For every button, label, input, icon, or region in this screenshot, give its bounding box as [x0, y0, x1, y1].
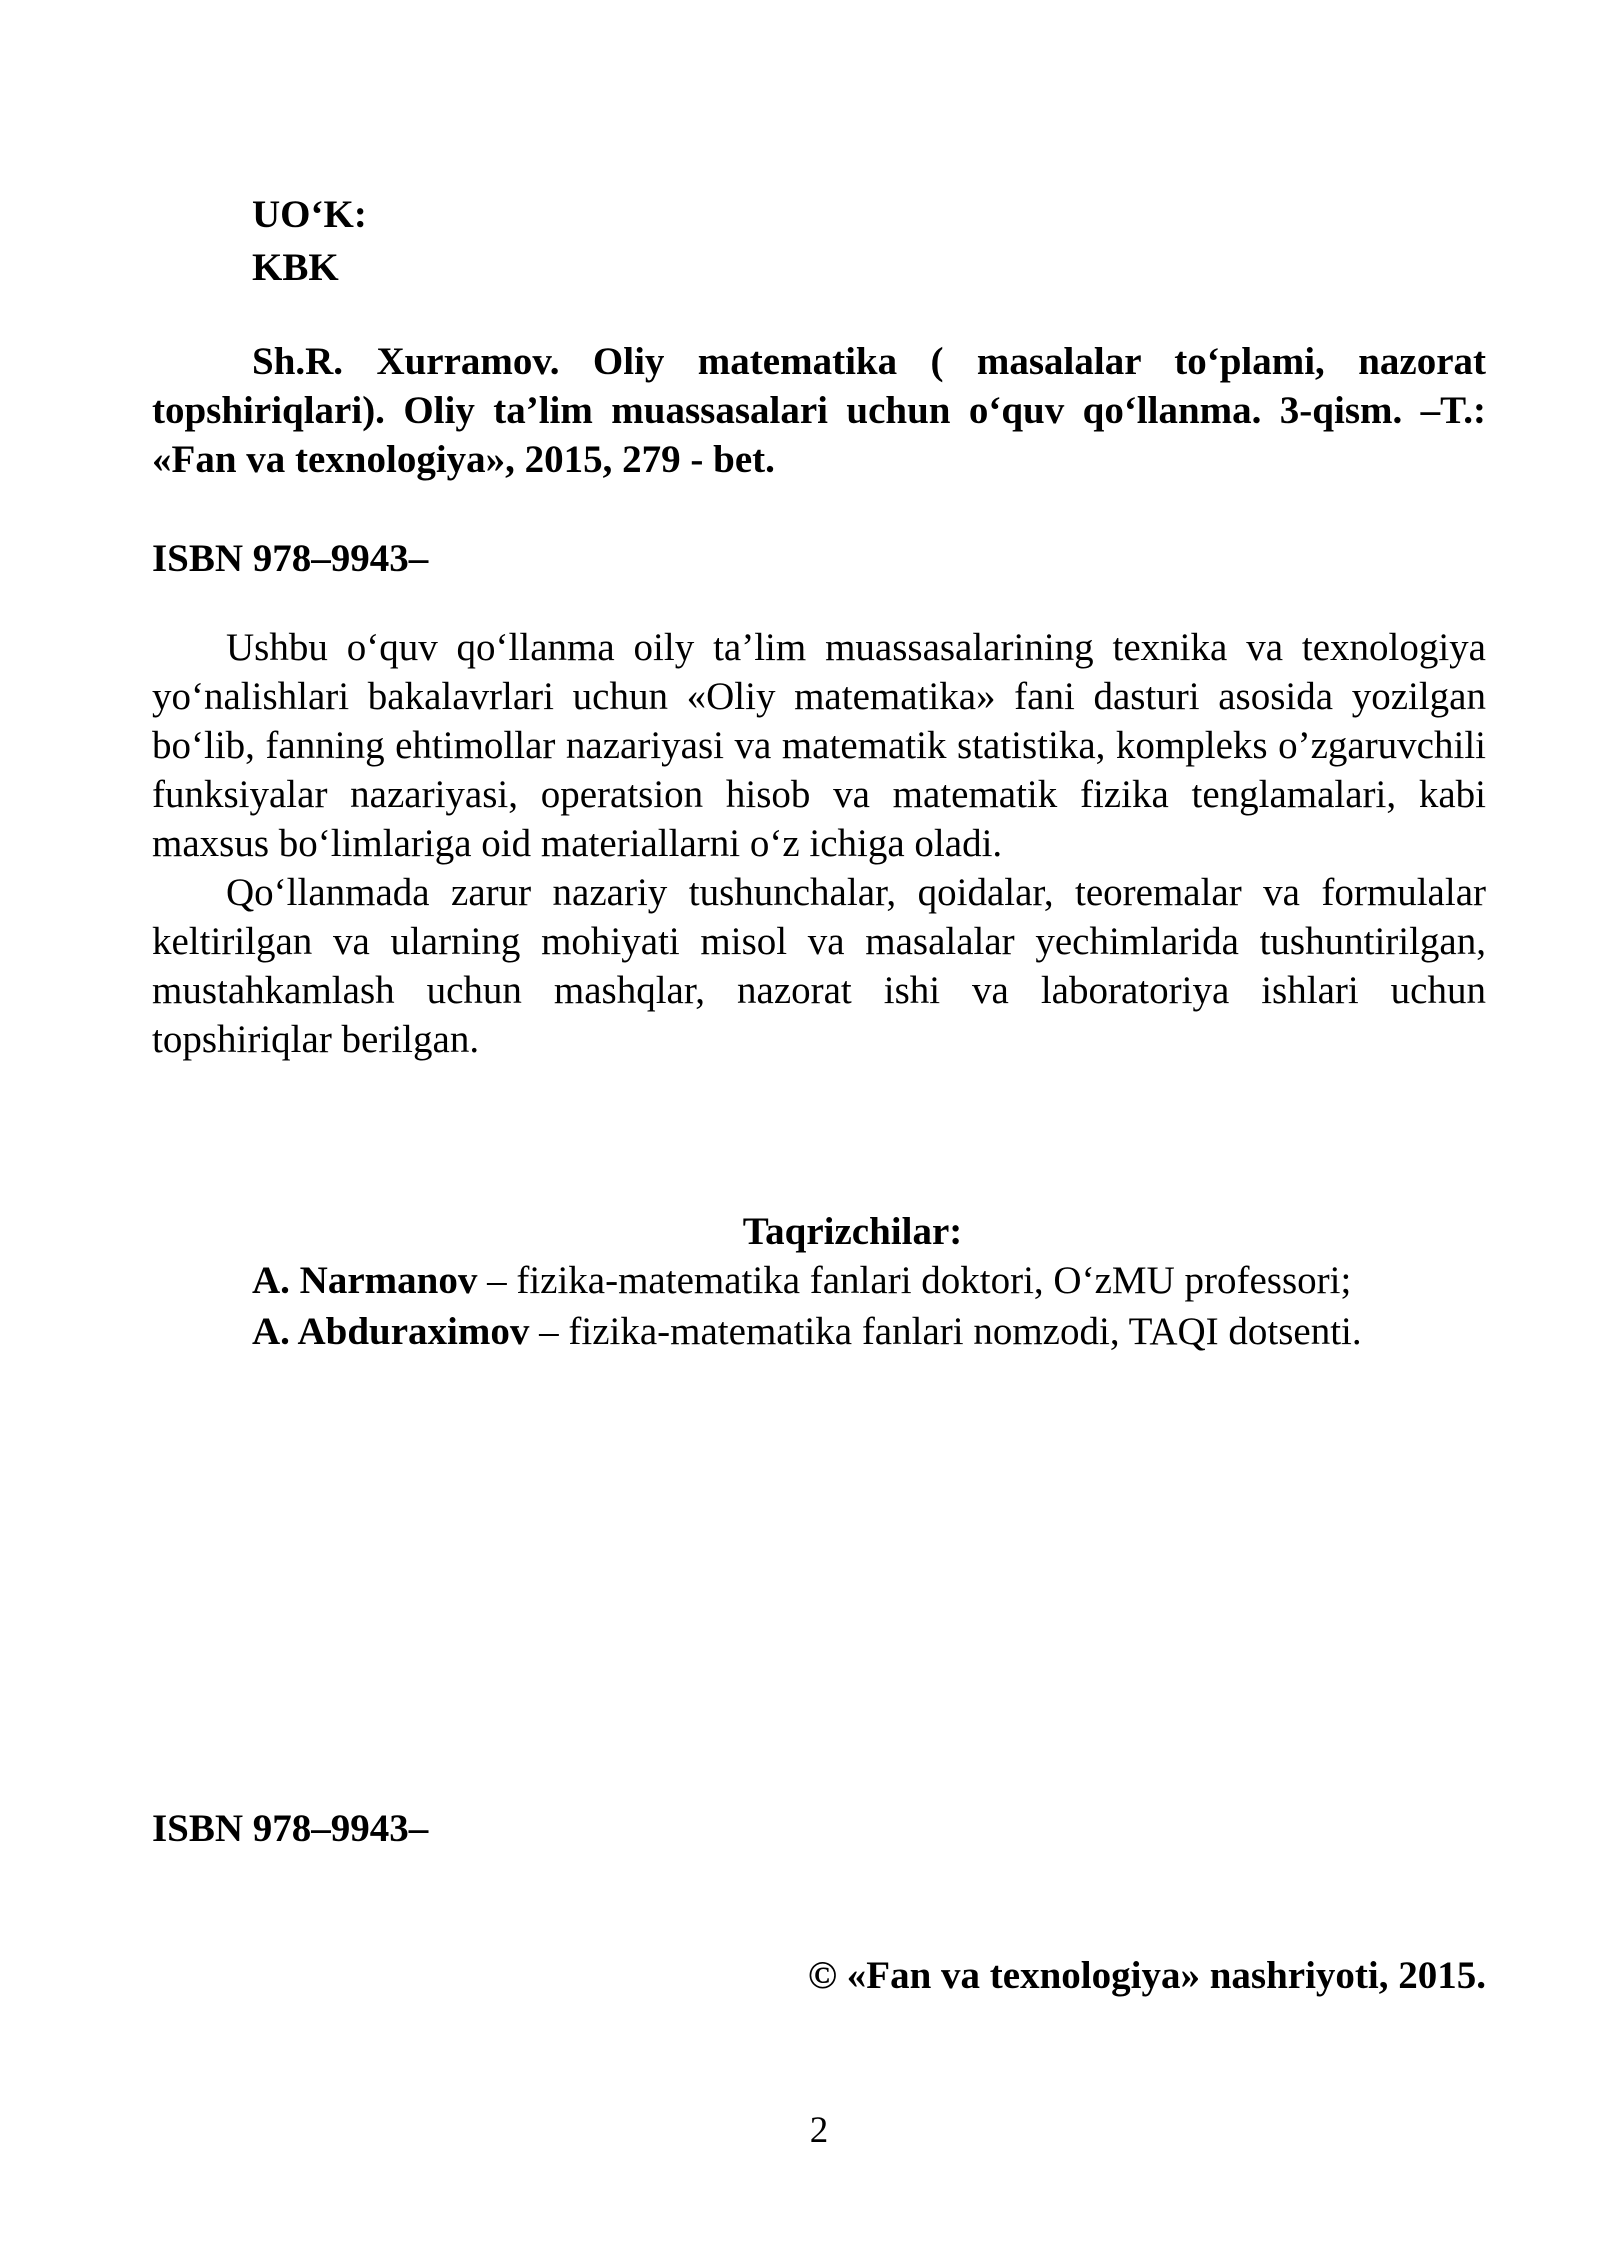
reviewers-title: Taqrizchilar:	[742, 1210, 963, 1253]
abstract	[152, 623, 1486, 1064]
kbk-label: KBK	[252, 246, 339, 289]
isbn-top: ISBN 978–9943–	[152, 537, 429, 580]
copyright-notice: © «Fan va texnologiya» nashriyoti, 2015.	[807, 1954, 1486, 1997]
page-number: 2	[809, 2110, 829, 2151]
bibliographic-record	[152, 337, 1486, 484]
reviewer-item	[252, 1256, 1362, 1307]
bibliographic-text: Sh.R. Xurramov. Oliy matematika ( masalalar to‘plami, nazorat topshiriqlari). Oliy ta’lim muassasalari uchun o‘quv qo‘llanma. 3-qism. –T.: «Fan va texnologiya», 2015, 279 - bet.	[152, 340, 1486, 481]
reviewers-list	[252, 1256, 1362, 1358]
isbn-bottom: ISBN 978–9943–	[152, 1807, 429, 1850]
reviewer-description: – fizika-matematika fanlari doktori, O‘zMU professori;	[477, 1259, 1352, 1302]
uok-label: UO‘K:	[252, 193, 367, 236]
reviewer-item	[252, 1307, 1362, 1358]
reviewer-description: – fizika-matematika fanlari nomzodi, TAQI dotsenti.	[529, 1310, 1362, 1353]
classification-codes	[252, 190, 367, 296]
reviewer-name: A. Narmanov	[252, 1259, 478, 1302]
reviewer-name: A. Abduraximov	[252, 1310, 530, 1353]
abstract-paragraph-1: Ushbu o‘quv qo‘llanma oily ta’lim muassasalarining texnika va texnologiya yo‘nalishlari bakalavrlari uchun «Oliy matematika» fani dasturi asosida yozilgan bo‘lib, fanning ehtimollar nazariyasi va matematik statistika, kompleks o’zgaruvchili funksiyalar nazariyasi, operatsion hisob va matematik fizika tenglamalari, kabi maxsus bo‘limlariga oid materiallarni o‘z ichiga oladi.	[152, 626, 1486, 865]
abstract-paragraph-2: Qo‘llanmada zarur nazariy tushunchalar, qoidalar, teoremalar va formulalar keltirilgan va ularning mohiyati misol va masalalar yechimlarida tushuntirilgan, mustahkamlash uchun mashqlar, nazorat ishi va laboratoriya ishlari uchun topshiriqlar berilgan.	[152, 871, 1486, 1061]
